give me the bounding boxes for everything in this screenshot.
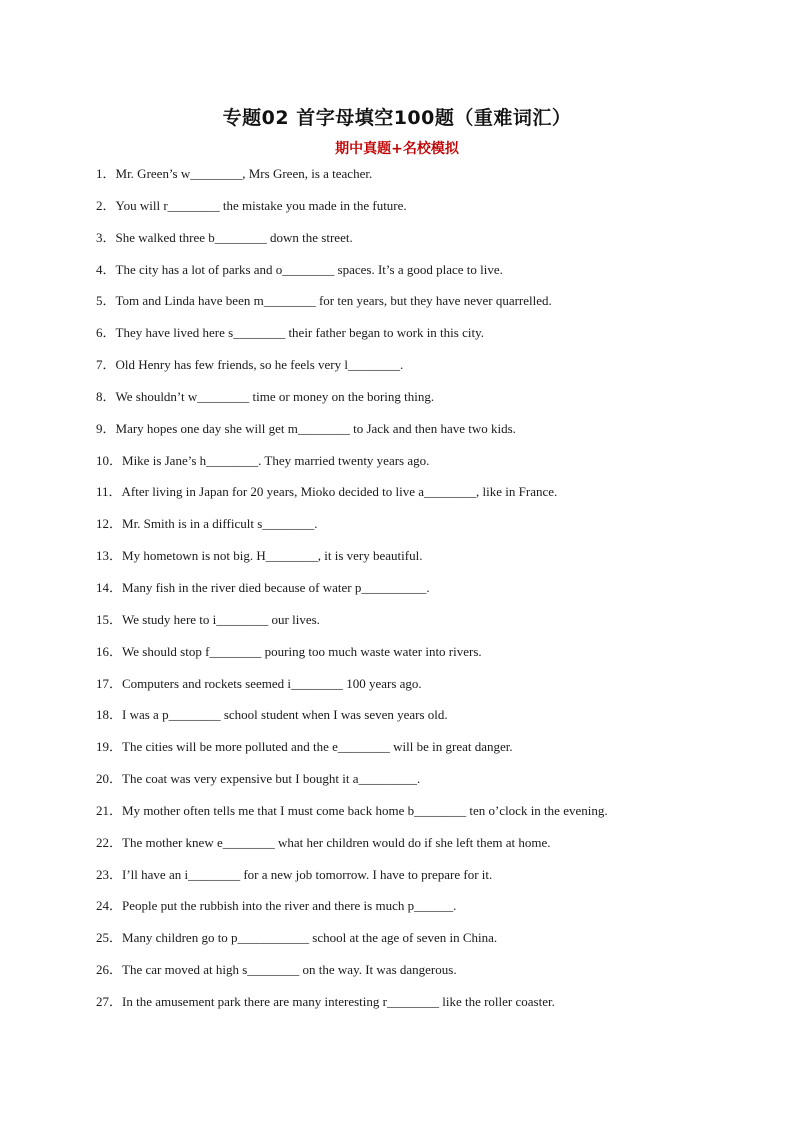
question-number: 12． — [96, 516, 123, 532]
question-number: 19． — [96, 739, 123, 755]
question-item — [96, 164, 736, 196]
question-number: 17． — [96, 675, 123, 691]
question-number: 14． — [96, 579, 123, 595]
question-number: 25． — [96, 930, 123, 946]
question-item — [96, 769, 736, 801]
question-number: 22． — [96, 834, 123, 850]
question-text: We shouldn’t w________ time or money on the boring thing. — [115, 388, 435, 404]
question-item — [96, 705, 736, 737]
question-item — [96, 610, 736, 642]
question-item — [96, 196, 736, 228]
question-item — [96, 482, 736, 514]
question-number: 23． — [96, 866, 123, 882]
question-item — [96, 992, 736, 1024]
question-text: My hometown is not big. H________, it is very beautiful. — [122, 548, 423, 564]
question-number: 26． — [96, 962, 123, 978]
question-item — [96, 546, 736, 578]
question-number: 21． — [96, 802, 123, 818]
question-text: My mother often tells me that I must come back home b________ ten o’clock in the evening. — [122, 802, 608, 818]
question-item — [96, 642, 736, 674]
question-number: 24． — [96, 898, 123, 914]
page-title: 专题02 首字母填空100题（重难词汇） — [222, 107, 572, 129]
question-number: 13． — [96, 548, 123, 564]
question-text: Mike is Jane’s h________. They married twenty years ago. — [122, 452, 430, 468]
question-item — [96, 737, 736, 769]
question-number: 8． — [96, 388, 116, 404]
question-item — [96, 291, 736, 323]
question-number: 27． — [96, 993, 123, 1009]
question-item — [96, 419, 736, 451]
page-subtitle: 期中真题+名校模拟 — [335, 141, 459, 157]
question-item — [96, 801, 736, 833]
question-number: 6． — [96, 325, 116, 341]
question-number: 18． — [96, 707, 123, 723]
question-text: The mother knew e________ what her children would do if she left them at home. — [122, 834, 551, 850]
question-text: They have lived here s________ their father began to work in this city. — [115, 325, 484, 341]
question-number: 9． — [96, 420, 116, 436]
question-number: 20． — [96, 771, 123, 787]
question-list — [96, 164, 736, 1024]
question-text: Mr. Smith is in a difficult s________. — [122, 516, 318, 532]
question-number: 7． — [96, 357, 116, 373]
question-text: She walked three b________ down the street. — [115, 229, 353, 245]
question-item — [96, 896, 736, 928]
question-item — [96, 928, 736, 960]
question-item — [96, 578, 736, 610]
question-text: You will r________ the mistake you made in the future. — [115, 197, 407, 213]
question-text: We study here to i________ our lives. — [122, 611, 320, 627]
question-text: People put the rubbish into the river and there is much p______. — [122, 898, 457, 914]
question-text: Computers and rockets seemed i________ 100 years ago. — [122, 675, 422, 691]
question-item — [96, 514, 736, 546]
question-item — [96, 387, 736, 419]
question-text: In the amusement park there are many interesting r________ like the roller coaster. — [122, 993, 555, 1009]
question-number: 15． — [96, 611, 123, 627]
question-text: Mr. Green’s w________, Mrs Green, is a teacher. — [115, 166, 373, 181]
question-text: Tom and Linda have been m________ for ten years, but they have never quarrelled. — [115, 293, 552, 309]
question-text: Old Henry has few friends, so he feels very l________. — [115, 357, 404, 373]
question-item — [96, 960, 736, 992]
question-number: 3． — [96, 229, 116, 245]
question-item — [96, 260, 736, 292]
question-text: I was a p________ school student when I was seven years old. — [122, 707, 448, 723]
question-item — [96, 865, 736, 897]
question-item — [96, 355, 736, 387]
question-text: The car moved at high s________ on the way. It was dangerous. — [122, 962, 457, 978]
question-item — [96, 228, 736, 260]
question-item — [96, 674, 736, 706]
question-text: The coat was very expensive but I bought it a_________. — [122, 771, 421, 787]
question-text: After living in Japan for 20 years, Mioko decided to live a________, like in France. — [121, 484, 558, 500]
question-text: I’ll have an i________ for a new job tomorrow. I have to prepare for it. — [122, 866, 493, 882]
question-text: Many fish in the river died because of water p__________. — [122, 579, 430, 595]
question-text: Many children go to p___________ school at the age of seven in China. — [122, 930, 498, 946]
question-number: 10． — [96, 452, 123, 468]
question-item — [96, 451, 736, 483]
question-item — [96, 323, 736, 355]
question-text: Mary hopes one day she will get m________ to Jack and then have two kids. — [115, 420, 516, 436]
question-text: We should stop f________ pouring too much waste water into rivers. — [122, 643, 482, 659]
question-number: 1． — [96, 166, 116, 181]
question-number: 5． — [96, 293, 116, 309]
question-number: 2． — [96, 197, 116, 213]
question-text: The city has a lot of parks and o________ spaces. It’s a good place to live. — [115, 261, 503, 277]
question-number: 4． — [96, 261, 116, 277]
question-text: The cities will be more polluted and the e________ will be in great danger. — [122, 739, 513, 755]
question-number: 16． — [96, 643, 123, 659]
question-item — [96, 833, 736, 865]
question-number: 11． — [96, 484, 122, 500]
